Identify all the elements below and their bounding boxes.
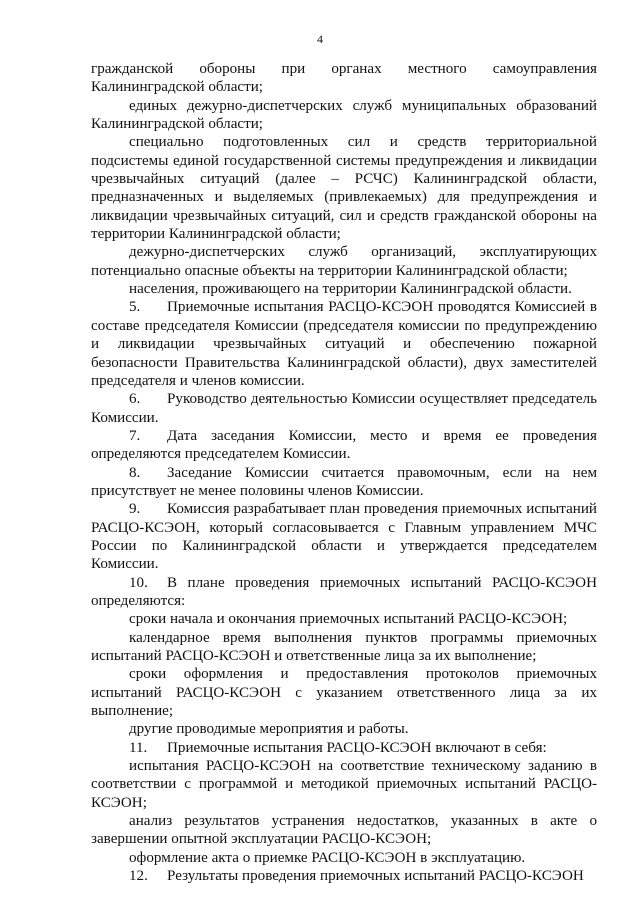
paragraph-text: Дата заседания Комиссии, место и время ее проведения определяются председателем Комиссии. bbox=[91, 427, 597, 463]
paragraph-text: дежурно-диспетчерских служб организаций, эксплуатирующих потенциально опасные объекты на территории Калининградской области; bbox=[91, 244, 597, 279]
paragraph-text: анализ результатов устранения недостатков, указанных в акте о завершении опытной эксплуатации РАСЦО-КСЭОН; bbox=[91, 813, 597, 848]
paragraph-text: Результаты проведения приемочных испытаний РАСЦО-КСЭОН bbox=[167, 868, 584, 885]
paragraph-text: другие проводимые мероприятия и работы. bbox=[129, 721, 409, 738]
numbered-paragraph bbox=[91, 739, 597, 757]
paragraph-text: сроки начала и окончания приемочных испытаний РАСЦО-КСЭОН; bbox=[129, 611, 568, 628]
paragraph bbox=[91, 757, 597, 812]
paragraph bbox=[91, 97, 597, 134]
paragraph-text: Руководство деятельностью Комиссии осуществляет председатель Комиссии. bbox=[91, 391, 597, 426]
paragraph-number: 12. bbox=[129, 868, 148, 885]
paragraph bbox=[91, 812, 597, 849]
numbered-paragraph bbox=[91, 867, 597, 885]
paragraph bbox=[91, 60, 597, 97]
paragraph-text: календарное время выполнения пунктов программы приемочных испытаний РАСЦО-КСЭОН и ответственные лица за их выполнение; bbox=[91, 629, 597, 664]
numbered-paragraph bbox=[91, 427, 597, 464]
numbered-paragraph bbox=[91, 464, 597, 501]
paragraph-text: сроки оформления и предоставления протоколов приемочных испытаний РАСЦО-КСЭОН с указанием ответственного лица за их выполнение; bbox=[91, 666, 597, 720]
paragraph-number: 10. bbox=[129, 574, 148, 591]
paragraph-number: 11. bbox=[129, 739, 148, 756]
paragraph-number: 9. bbox=[129, 501, 141, 518]
paragraph bbox=[91, 849, 597, 867]
paragraph-text: Приемочные испытания РАСЦО-КСЭОН проводятся Комиссией в составе председателя Комиссии (председателя комиссии по предупреждению и ликвидации чрезвычайных ситуаций и обеспечению пожарной безопасности Правительства Калининградской области), двух заместителей председателя и членов комиссии. bbox=[91, 299, 597, 389]
paragraph-text: специально подготовленных сил и средств территориальной подсистемы единой государственной системы предупреждения и ликвидации чрезвычайных ситуаций (далее – РСЧС) Калининградской области, предназначенных и выделяемых (привлекаемых) для предупреждения и ликвидации чрезвычайных ситуаций, сил и средств гражданской обороны на территории Калининградской области; bbox=[91, 134, 597, 243]
paragraph bbox=[91, 133, 597, 243]
paragraph-text: гражданской обороны при органах местного самоуправления Калининградской области; bbox=[91, 61, 597, 96]
numbered-paragraph bbox=[91, 298, 597, 390]
paragraph-text: населения, проживающего на территории Калининградской области. bbox=[129, 281, 572, 298]
paragraph bbox=[91, 665, 597, 720]
paragraph-text: В плане проведения приемочных испытаний РАСЦО-КСЭОН определяются: bbox=[91, 574, 597, 609]
page-number: 4 bbox=[317, 32, 323, 46]
paragraph bbox=[91, 243, 597, 280]
paragraph bbox=[91, 629, 597, 666]
paragraph-text: Комиссия разрабатывает план проведения приемочных испытаний РАСЦО-КСЭОН, который согласовывается с Главным управлением МЧС России по Калининградской области и утверждается председателем Комиссии. bbox=[91, 501, 597, 573]
numbered-paragraph bbox=[91, 390, 597, 427]
paragraph-text: Заседание Комиссии считается правомочным, если на нем присутствует не менее половины членов Комиссии. bbox=[91, 464, 597, 499]
paragraph-number: 6. bbox=[129, 391, 141, 408]
paragraph-text: единых дежурно-диспетчерских служб муниципальных образований Калининградской области; bbox=[91, 97, 597, 133]
numbered-paragraph bbox=[91, 574, 597, 611]
paragraph-text: Приемочные испытания РАСЦО-КСЭОН включают в себя: bbox=[167, 739, 547, 756]
paragraph bbox=[91, 720, 597, 738]
numbered-paragraph bbox=[91, 500, 597, 573]
paragraph-text: испытания РАСЦО-КСЭОН на соответствие техническому заданию в соответствии с программой и методикой приемочных испытаний РАСЦО-КСЭОН; bbox=[91, 758, 597, 811]
paragraph-number: 7. bbox=[129, 427, 141, 444]
paragraph bbox=[91, 610, 597, 628]
document-body bbox=[91, 60, 597, 885]
paragraph bbox=[91, 280, 597, 298]
paragraph-number: 5. bbox=[129, 299, 141, 316]
paragraph-text: оформление акта о приемке РАСЦО-КСЭОН в эксплуатацию. bbox=[129, 849, 526, 866]
paragraph-number: 8. bbox=[129, 464, 141, 481]
